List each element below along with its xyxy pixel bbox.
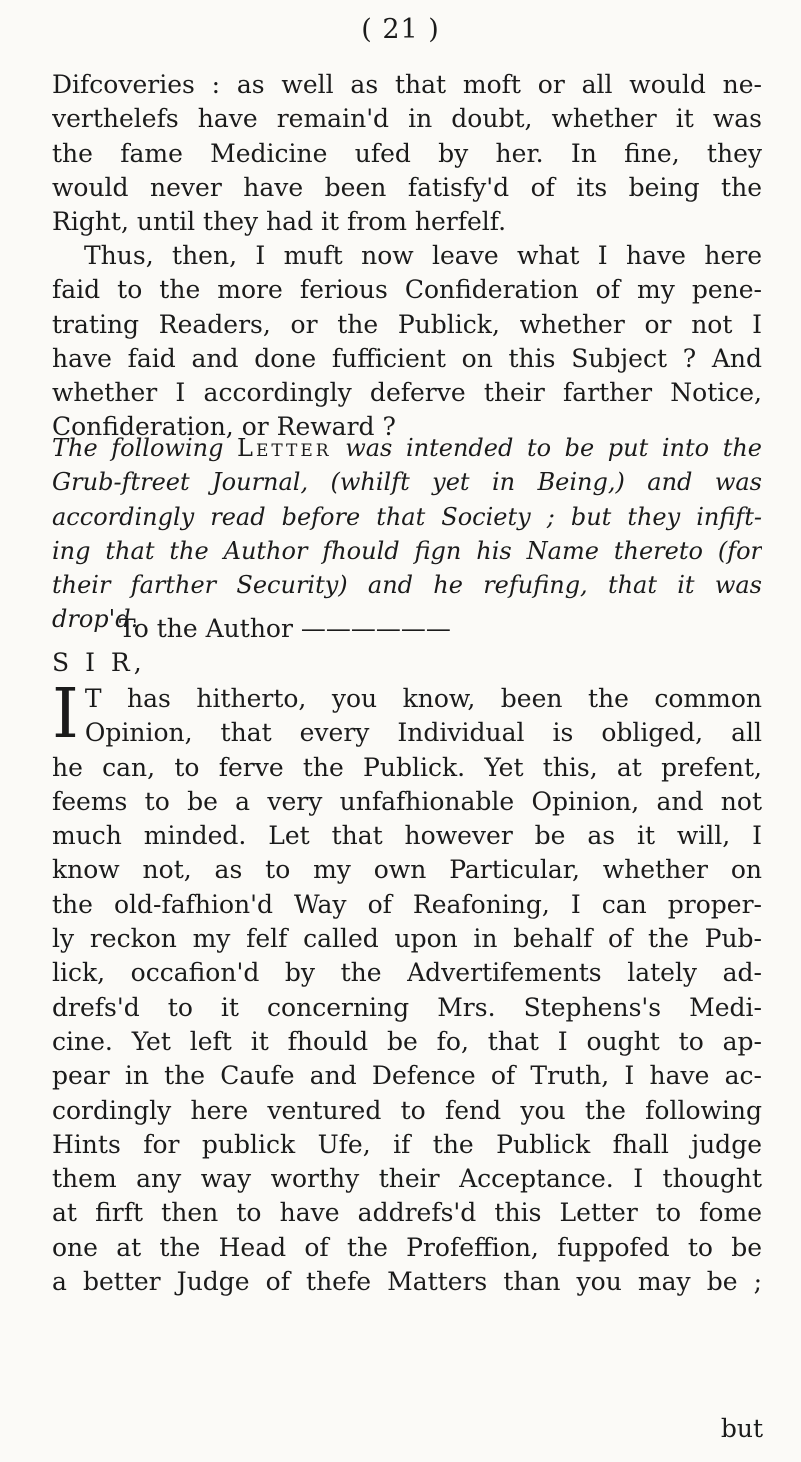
text-line: Hints for publick Ufe, if the Publick fhall judge [52, 1129, 762, 1159]
text-line: at firft then to have addrefs'd this Letter to fome [52, 1198, 762, 1228]
text-line: T has hitherto, you know, been the common [84, 684, 762, 713]
note-line: ing that the Author fhould fign his Name thereto (for [52, 536, 762, 565]
text-line: would never have been fatisfy'd of its being the [52, 172, 762, 202]
note-letter-word: Letter [237, 434, 332, 462]
text-line: Difcoveries : as well as that moft or all would ne- [52, 70, 762, 99]
text-line: lick, occafion'd by the Advertifements lately ad- [52, 958, 762, 988]
text-line: Thus, then, I muft now leave what I have here [84, 241, 762, 270]
paragraph-discoveries [52, 68, 762, 239]
note-prefix: The following [52, 434, 238, 462]
text-line: whether I accordingly deferve their farther Notice, [52, 378, 762, 408]
text-line: cine. Yet left it fhould be fo, that I ought to ap- [52, 1026, 762, 1056]
salutation-sir: S I R, [52, 648, 146, 677]
text-line: pear in the Caufe and Defence of Truth, I have ac- [52, 1061, 762, 1091]
text-line: Confideration, or Reward ? [52, 412, 396, 442]
note-line: their farther Security) and he refufing, that it was [52, 571, 762, 600]
note-line: accordingly read before that Society ; but they infift- [52, 502, 762, 531]
note-suffix: was intended to be put into the [331, 434, 762, 462]
text-line: have faid and done fufficient on this Subject ? And [52, 343, 762, 373]
letter-body [52, 675, 762, 1299]
to-the-author-heading: To the Author —————— [119, 614, 451, 643]
text-line: trating Readers, or the Publick, whether or not I [52, 309, 762, 339]
text-line: Right, until they had it from herfelf. [52, 207, 507, 237]
page-number: ( 21 ) [361, 14, 440, 45]
text-line: feems to be a very unfafhionable Opinion, and not [52, 786, 762, 816]
text-line: the fame Medicine ufed by her. In fine, they [52, 138, 762, 168]
text-line: Opinion, that every Individual is obliged, all [84, 718, 762, 748]
text-line: faid to the more ferious Confideration of my pene- [52, 275, 762, 305]
drop-cap: I [52, 675, 79, 754]
text-line: one at the Head of the Profeffion, fuppofed to be [52, 1232, 762, 1262]
text-line: a better Judge of thefe Matters than you may be ; [52, 1267, 762, 1297]
text-line: he can, to ferve the Publick. Yet this, at prefent, [52, 752, 762, 782]
text-line: cordingly here ventured to fend you the following [52, 1095, 762, 1125]
text-line: drefs'd to it concerning Mrs. Stephens's Medi- [52, 992, 762, 1022]
catchword: but [720, 1414, 763, 1443]
note-line: drop'd. [52, 605, 139, 634]
text-line: much minded. Let that however be as it will, I [52, 821, 762, 851]
note-first-line [52, 431, 762, 465]
note-line: Grub-ftreet Journal, (whilft yet in Being,) and was [52, 468, 762, 497]
text-line: verthelefs have remain'd in doubt, whether it was [52, 104, 762, 134]
text-line: the old-fafhion'd Way of Reafoning, I can proper- [52, 889, 762, 919]
text-line: know not, as to my own Particular, whether on [52, 855, 762, 885]
text-line: them any way worthy their Acceptance. I thought [52, 1164, 762, 1194]
text-line: ly reckon my felf called upon in behalf of the Pub- [52, 924, 762, 954]
editorial-note [52, 431, 762, 637]
paragraph-thus-then [52, 239, 762, 445]
